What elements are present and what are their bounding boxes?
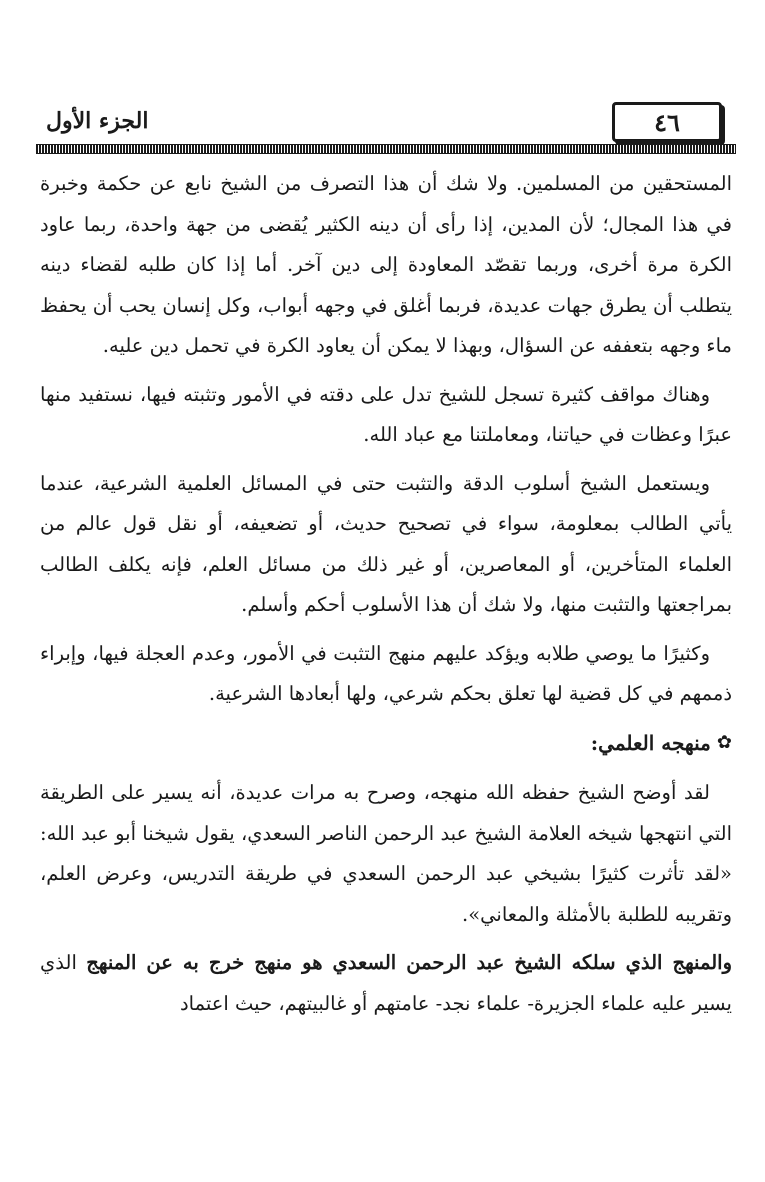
paragraph-6-bold: والمنهج الذي سلكه الشيخ عبد الرحمن السعدي هو منهج خرج به عن المنهج <box>86 951 732 974</box>
page-header <box>36 96 736 146</box>
flower-ornament-icon: ✿ <box>716 731 732 753</box>
paragraph-4: وكثيرًا ما يوصي طلابه ويؤكد عليهم منهج التثبت في الأمور، وعدم العجلة فيها، وإبراء ذممهم في كل قضية لها تعلق بحكم شرعي، ولها أبعادها الشرعية. <box>40 641 732 705</box>
page-number: ٤٦ <box>612 102 722 142</box>
page-body <box>40 164 732 1032</box>
paragraph-6 <box>40 943 732 1024</box>
paragraph-2: وهناك مواقف كثيرة تسجل للشيخ تدل على دقته في الأمور وتثبته فيها، نستفيد منها عبرًا وعظات في حياتنا، ومعاملتنا مع عباد الله. <box>40 382 732 446</box>
paragraph-3: ويستعمل الشيخ أسلوب الدقة والتثبت حتى في المسائل العلمية الشرعية، عندما يأتي الطالب بمعلومة، سواء في تصحيح حديث، أو تضعيفه، أو نقل قول عالم من العلماء المتأخرين، أو المعاصرين، أو غير ذلك من مسائل العلم، فإنه يكلف الطالب بمراجعتها والتثبت منها، ولا شك أن هذا الأسلوب أحكم وأسلم. <box>40 471 732 616</box>
section-heading-text: منهجه العلمي: <box>590 730 711 755</box>
paragraph-1: المستحقين من المسلمين. ولا شك أن هذا التصرف من الشيخ نابع عن حكمة وخبرة في هذا المجال؛ لأن المدين، إذا رأى أن دينه الكثير يُقضى من جهة واحدة، ربما عاود الكرة مرة أخرى، وربما تقصّد المعاودة إلى دين آخر. أما إذا كان طلبه لقضاء دينه يتطلب أن يطرق جهات عديدة، فربما أغلق في وجهه أبواب، وكل إنسان يحب أن يحفظ ماء وجهه بتعففه عن السؤال، وبهذا لا يمكن أن يعاود الكرة في تحمل دين عليه. <box>40 172 732 357</box>
running-title: الجزء الأول <box>46 108 149 134</box>
header-rule <box>36 144 736 154</box>
paragraph-6-rest: الذي يسير عليه علماء الجزيرة- علماء نجد- عامتهم أو غالبيتهم، حيث اعتماد <box>40 951 732 1015</box>
paragraph-5: لقد أوضح الشيخ حفظه الله منهجه، وصرح به مرات عديدة، أنه يسير على الطريقة التي انتهجها شيخه العلامة الشيخ عبد الرحمن الناصر السعدي، يقول شيخنا أبو عبد الله: «لقد تأثرت كثيرًا بشيخي عبد الرحمن السعدي في طريقة التدريس، وعرض العلم، وتقريبه للطلبة بالأمثلة والمعاني». <box>40 781 732 926</box>
section-heading <box>40 723 732 764</box>
